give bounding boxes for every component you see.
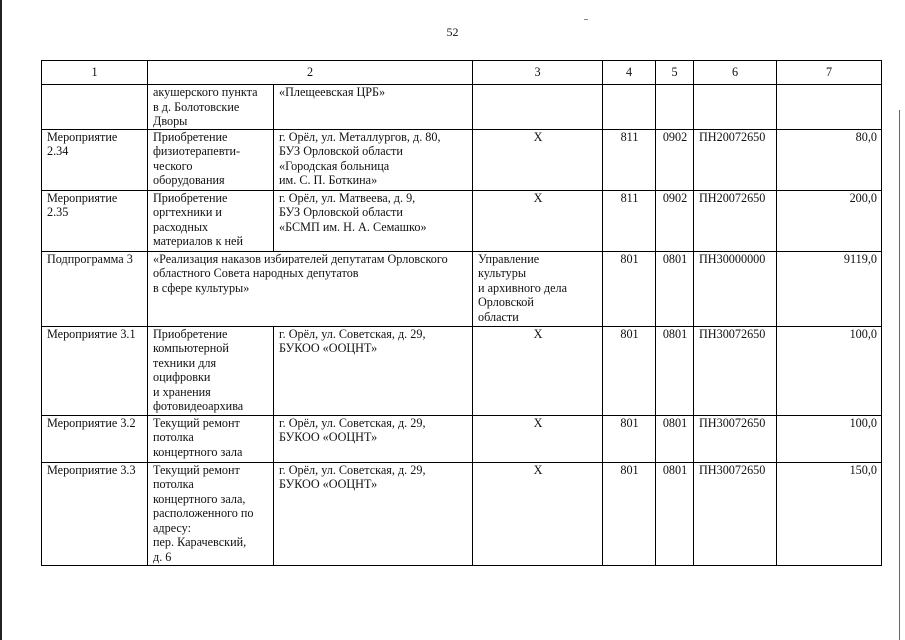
cell-grbs: 811 xyxy=(603,190,656,251)
cell-address: г. Орёл, ул. Металлургов, д. 80, БУЗ Орловской области «Городская больница им. С. П. Боткина» xyxy=(274,129,473,190)
cell-amount: 150,0 xyxy=(777,462,882,565)
cell-amount: 100,0 xyxy=(777,415,882,462)
cell-executor xyxy=(473,85,603,130)
cell-grbs: 801 xyxy=(603,415,656,462)
cell-grbs: 801 xyxy=(603,326,656,415)
cell-executor: Х xyxy=(473,415,603,462)
cell-address: г. Орёл, ул. Матвеева, д. 9, БУЗ Орловской области «БСМП им. Н. А. Семашко» xyxy=(274,190,473,251)
table-row xyxy=(42,85,882,130)
cell-name: Мероприятие 2.35 xyxy=(42,190,148,251)
cell-section: 0801 xyxy=(656,415,694,462)
cell-executor: Х xyxy=(473,462,603,565)
cell-section: 0801 xyxy=(656,251,694,326)
header-col-2: 2 xyxy=(148,61,473,85)
cell-description: Приобретение физиотерапевти- ческого оборудования xyxy=(148,129,274,190)
cell-description: Текущий ремонт потолка концертного зала, расположенного по адресу: пер. Карачевский, д. 6 xyxy=(148,462,274,565)
cell-section: 0801 xyxy=(656,326,694,415)
cell-name: Мероприятие 2.34 xyxy=(42,129,148,190)
cell-address: г. Орёл, ул. Советская, д. 29, БУКОО «ООЦНТ» xyxy=(274,326,473,415)
cell-description: Текущий ремонт потолка концертного зала xyxy=(148,415,274,462)
cell-subprogram-title: «Реализация наказов избирателей депутатам Орловского областного Совета народных депутатов в сфере культуры» xyxy=(148,251,473,326)
cell-name: Мероприятие 3.1 xyxy=(42,326,148,415)
cell-executor: Х xyxy=(473,129,603,190)
cell-amount xyxy=(777,85,882,130)
header-col-7: 7 xyxy=(777,61,882,85)
cell-amount: 200,0 xyxy=(777,190,882,251)
cell-section: 0801 xyxy=(656,462,694,565)
cell-address: г. Орёл, ул. Советская, д. 29, БУКОО «ООЦНТ» xyxy=(274,462,473,565)
header-col-3: 3 xyxy=(473,61,603,85)
cell-description: Приобретение компьютерной техники для оцифровки и хранения фотовидеоархива xyxy=(148,326,274,415)
cell-description: акушерского пункта в д. Болотовские Дворы xyxy=(148,85,274,130)
page-number: 52 xyxy=(446,25,459,39)
cell-name: Подпрограмма 3 xyxy=(42,251,148,326)
cell-executor: Х xyxy=(473,326,603,415)
cell-grbs: 811 xyxy=(603,129,656,190)
cell-address: г. Орёл, ул. Советская, д. 29, БУКОО «ООЦНТ» xyxy=(274,415,473,462)
cell-name: Мероприятие 3.2 xyxy=(42,415,148,462)
header-col-1: 1 xyxy=(42,61,148,85)
cell-executor: Х xyxy=(473,190,603,251)
table-row xyxy=(42,462,882,565)
header-row xyxy=(42,61,882,85)
subprogram-row xyxy=(42,251,882,326)
scan-right-edge xyxy=(899,110,900,640)
header-col-5: 5 xyxy=(656,61,694,85)
header-col-4: 4 xyxy=(603,61,656,85)
cell-name: Мероприятие 3.3 xyxy=(42,462,148,565)
cell-executor: Управление культуры и архивного дела Орловской области xyxy=(473,251,603,326)
cell-grbs: 801 xyxy=(603,251,656,326)
cell-target-article: ПН20072650 xyxy=(694,129,777,190)
table-row xyxy=(42,415,882,462)
cell-target-article: ПН30072650 xyxy=(694,415,777,462)
cell-section xyxy=(656,85,694,130)
budget-table xyxy=(41,60,882,566)
cell-address: «Плещеевская ЦРБ» xyxy=(274,85,473,130)
cell-grbs xyxy=(603,85,656,130)
cell-section: 0902 xyxy=(656,190,694,251)
table-row xyxy=(42,129,882,190)
table-row xyxy=(42,190,882,251)
scan-mark xyxy=(584,19,588,20)
scan-left-edge xyxy=(0,0,2,640)
cell-amount: 100,0 xyxy=(777,326,882,415)
cell-target-article: ПН30072650 xyxy=(694,326,777,415)
cell-target-article: ПН30072650 xyxy=(694,462,777,565)
cell-target-article xyxy=(694,85,777,130)
cell-target-article: ПН30000000 xyxy=(694,251,777,326)
cell-target-article: ПН20072650 xyxy=(694,190,777,251)
cell-section: 0902 xyxy=(656,129,694,190)
cell-amount: 80,0 xyxy=(777,129,882,190)
cell-amount: 9119,0 xyxy=(777,251,882,326)
cell-description: Приобретение оргтехники и расходных материалов к ней xyxy=(148,190,274,251)
table-row xyxy=(42,326,882,415)
cell-name xyxy=(42,85,148,130)
header-col-6: 6 xyxy=(694,61,777,85)
cell-grbs: 801 xyxy=(603,462,656,565)
